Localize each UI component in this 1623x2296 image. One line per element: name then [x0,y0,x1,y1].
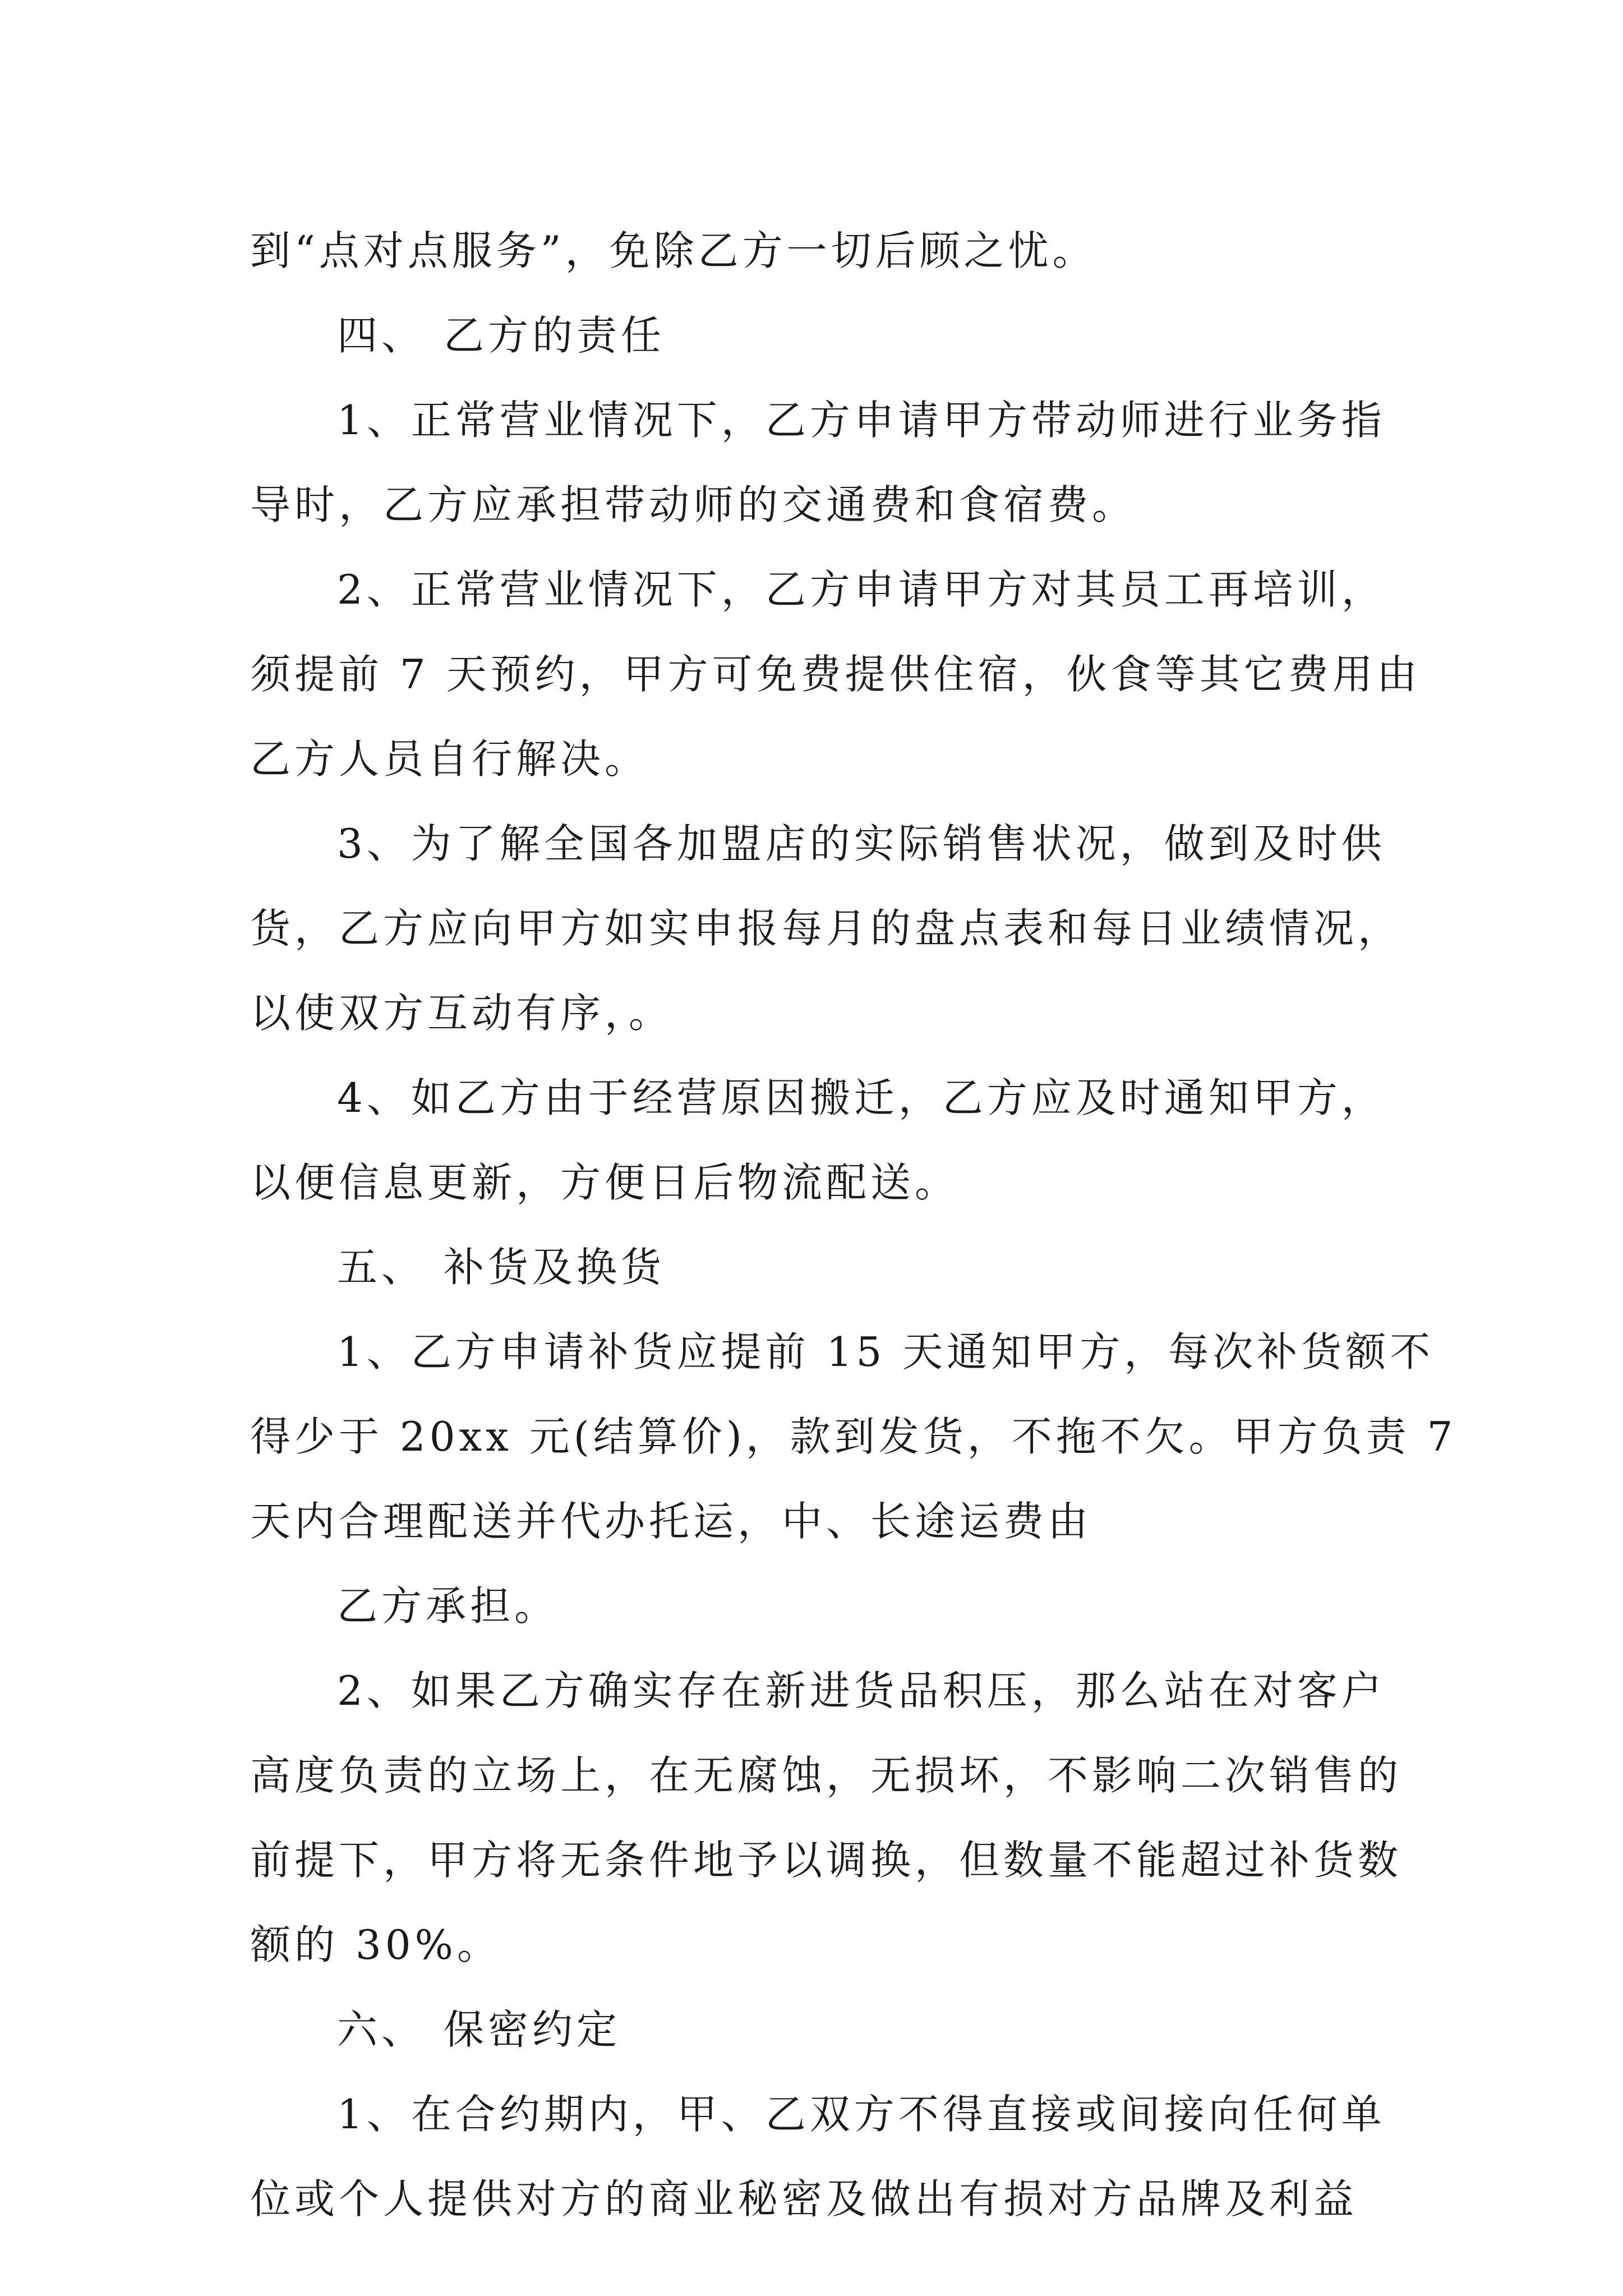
text-line: 得少于 20xx 元(结算价)，款到发货，不拖不欠。甲方负责 7 [250,1413,1457,1460]
text-line: 3、为了解全国各加盟店的实际销售状况，做到及时供 [337,820,1386,867]
section-number: 六、 [337,2006,426,2053]
text-line: 导时，乙方应承担带动师的交通费和食宿费。 [250,481,1137,528]
document-body [250,209,1457,2242]
section-number: 五、 [337,1244,426,1291]
section-heading-5 [250,1225,1383,1310]
section-title: 保密约定 [444,2006,621,2053]
text-line: 须提前 7 天预约，甲方可免费提供住宿，伙食等其它费用由 [250,651,1421,698]
text-line: 以使双方互动有序，。 [250,990,674,1037]
text-line: 到“点对点服务”，免除乙方一切后顾之忧。 [250,227,1097,274]
section-heading-6 [250,1987,1383,2072]
text-line: 2、如果乙方确实存在新进货品积压，那么站在对客户 [337,1667,1386,1714]
text-line: 1、在合约期内，甲、乙双方不得直接或间接向任何单 [337,2091,1386,2138]
section-number: 四、 [337,312,426,359]
section-heading-4 [250,293,1383,378]
text-line: 2、正常营业情况下，乙方申请甲方对其员工再培训， [337,566,1386,613]
text-line: 高度负责的立场上，在无腐蚀，无损坏，不影响二次销售的 [250,1752,1403,1799]
text-line: 乙方承担。 [337,1582,559,1630]
text-line: 1、正常营业情况下，乙方申请甲方带动师进行业务指 [337,397,1386,444]
text-line: 以便信息更新，方便日后物流配送。 [250,1159,960,1206]
section-title: 乙方的责任 [444,312,666,359]
text-line: 乙方人员自行解决。 [250,735,649,783]
text-line: 天内合理配送并代办托运，中、长途运费由 [250,1498,1092,1545]
text-line: 货，乙方应向甲方如实申报每月的盘点表和每日业绩情况， [250,905,1403,952]
text-line: 位或个人提供对方的商业秘密及做出有损对方品牌及利益 [250,2175,1358,2223]
text-line: 4、如乙方由于经营原因搬迁，乙方应及时通知甲方， [337,1074,1386,1121]
text-line: 前提下，甲方将无条件地予以调换，但数量不能超过补货数 [250,1837,1403,1884]
section-title: 补货及换货 [444,1244,666,1291]
text-line: 1、乙方申请补货应提前 15 天通知甲方，每次补货额不 [337,1328,1435,1375]
text-line: 额的 30%。 [250,1921,501,1968]
